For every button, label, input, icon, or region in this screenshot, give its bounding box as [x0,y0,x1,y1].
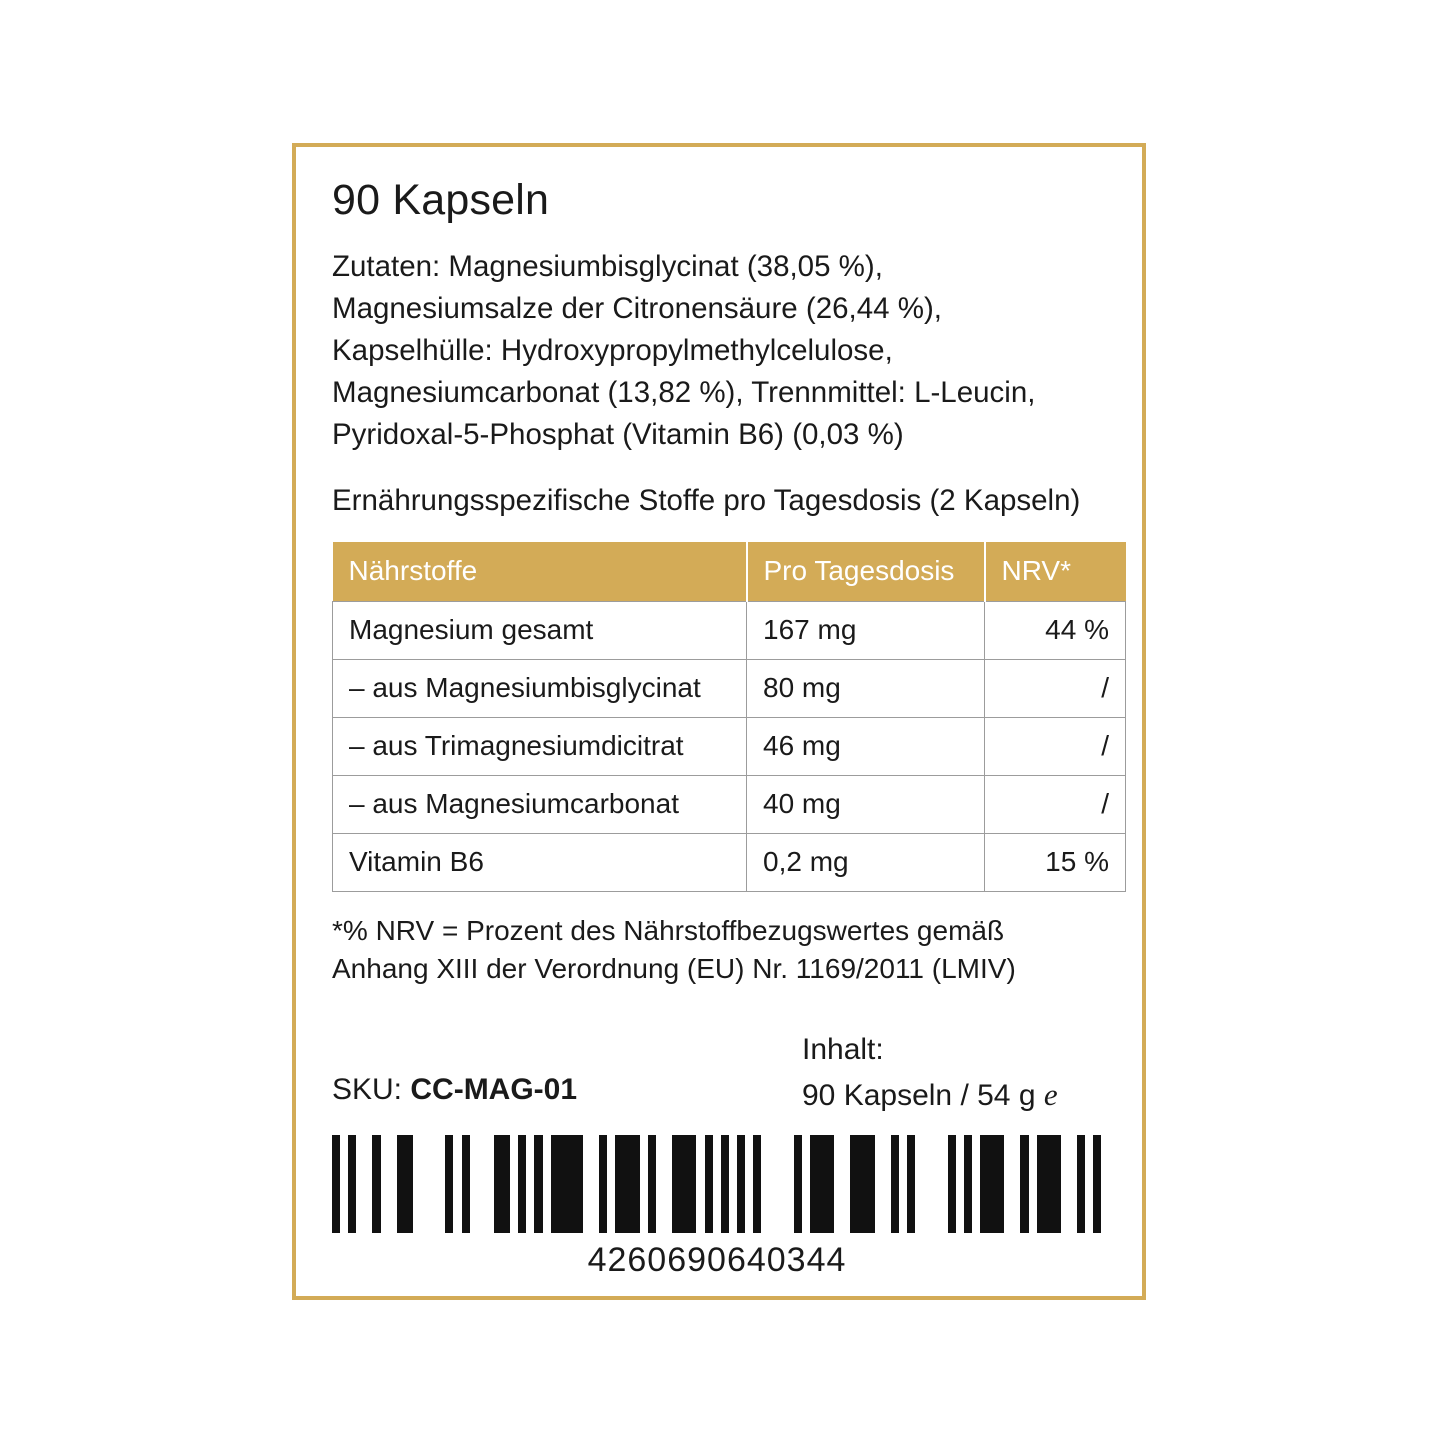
table-row [333,834,1126,892]
page-title: 90 Kapseln [332,176,550,224]
label-bottom-row [332,1027,1122,1127]
table-row [333,602,1126,660]
cell-nutrient: Vitamin B6 [333,834,747,892]
table-row [333,776,1126,834]
sku-value: CC-MAG-01 [410,1073,578,1106]
sku [332,1073,577,1107]
table-header-nutrient: Nährstoffe [333,542,747,602]
table-header-row [333,542,1126,602]
table-header-nrv: NRV* [985,542,1126,602]
cell-nrv: / [985,718,1126,776]
table-row [333,718,1126,776]
barcode-area [332,1135,1122,1280]
daily-dose-line: Ernährungsspezifische Stoffe pro Tagesdosis (2 Kapseln) [332,483,1081,517]
content-amount-label: Inhalt: [802,1033,884,1066]
content-amount-value: 90 Kapseln / 54 g [802,1079,1036,1112]
barcode-number: 4260690640344 [587,1241,847,1279]
content-amount [802,1027,1058,1119]
table-header-per-dose: Pro Tagesdosis [747,542,985,602]
cell-per-dose: 80 mg [747,660,985,718]
cell-nrv: 44 % [985,602,1126,660]
cell-nutrient: Magnesium gesamt [333,602,747,660]
nutrition-table [332,542,1126,892]
estimated-sign-icon: e [1043,1077,1058,1112]
cell-nrv: 15 % [985,834,1126,892]
cell-per-dose: 46 mg [747,718,985,776]
nrv-footnote-line2: Anhang XIII der Verordnung (EU) Nr. 1169/2011 (LMIV) [332,952,1016,984]
cell-nutrient: – aus Magnesiumcarbonat [333,776,747,834]
barcode-icon [332,1135,1102,1233]
cell-nrv: / [985,660,1126,718]
nrv-footnote [332,912,1122,988]
product-label-frame [292,143,1146,1300]
table-row [333,660,1126,718]
nrv-footnote-line1: *% NRV = Prozent des Nährstoffbezugswertes gemäß [332,915,1005,947]
content-amount-value-row [802,1072,1058,1119]
label-content [332,177,1122,988]
cell-nrv: / [985,776,1126,834]
ingredients-label: Zutaten: [332,250,441,284]
ingredients-paragraph [332,246,1107,455]
sku-label: SKU: [332,1073,403,1106]
ingredients-text: Magnesiumbisglycinat (38,05 %), Magnesiumsalze der Citronensäure (26,44 %), Kapselhülle: Hydroxypropylmethylcelulose, Magnesiumcarbonat (13,82 %), Trennmittel: L-Leucin, Pyridoxal-5-Phosphat (Vitamin B6) (0,03 %) [332,250,1036,451]
cell-per-dose: 167 mg [747,602,985,660]
cell-per-dose: 40 mg [747,776,985,834]
cell-nutrient: – aus Magnesiumbisglycinat [333,660,747,718]
cell-nutrient: – aus Trimagnesiumdicitrat [333,718,747,776]
cell-per-dose: 0,2 mg [747,834,985,892]
